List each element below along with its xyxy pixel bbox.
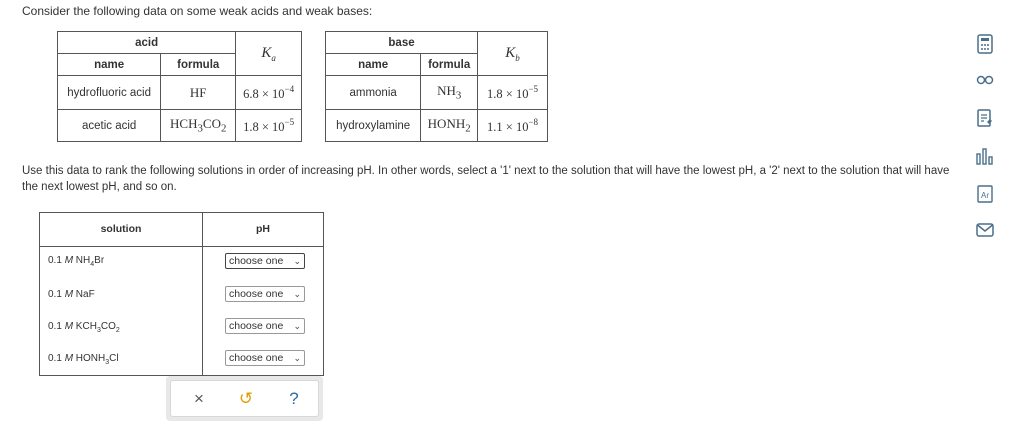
ph-header: pH (256, 223, 270, 235)
base-formula: $HONH_2$ (421, 110, 478, 142)
kb-header: $K_b$ (478, 32, 548, 76)
acid-name: acetic acid (58, 110, 161, 142)
undo-button[interactable]: ↺ (238, 389, 254, 408)
ka-value: $6.8 \times 10^{-4}$ (236, 76, 302, 110)
acid-table (57, 31, 302, 142)
glasses-icon[interactable] (973, 68, 997, 92)
base-formula-header: formula (421, 54, 478, 76)
ph-rank-select[interactable]: choose one ⌄ (225, 286, 305, 302)
solution-label: 0.1 M $HONH_3Cl$ (48, 353, 119, 366)
chevron-down-icon: ⌄ (293, 353, 301, 363)
base-name: ammonia (326, 76, 421, 110)
chevron-down-icon: ⌄ (293, 321, 301, 331)
acid-formula: HF (161, 76, 236, 110)
solution-header: solution (100, 223, 142, 235)
solution-label: 0.1 M NaF (48, 289, 95, 300)
ka-value: $1.8 \times 10^{-5}$ (236, 110, 302, 142)
base-group-header: base (326, 32, 478, 54)
ka-header: $K_a$ (236, 32, 302, 76)
ph-rank-select[interactable]: choose one ⌄ (225, 253, 305, 269)
calculator-icon[interactable] (973, 32, 997, 56)
help-button[interactable]: ? (289, 389, 299, 408)
bar-chart-icon[interactable] (973, 144, 997, 168)
instructions-text: Use this data to rank the following solutions in order of increasing pH. In other words, select a '1' next to the solution that will have the lowest pH, a '2' next to the solution that will have the next lowest pH, and so on. (22, 165, 950, 193)
acid-formula-header: formula (161, 54, 236, 76)
ranking-table (39, 212, 324, 376)
chevron-down-icon: ⌄ (293, 256, 301, 266)
kb-value: $1.1 \times 10^{-8}$ (478, 110, 548, 142)
base-table (325, 31, 548, 142)
base-formula: $NH_3$ (421, 76, 478, 110)
answer-toolbar (166, 376, 323, 421)
chevron-down-icon: ⌄ (293, 289, 301, 299)
ph-rank-select[interactable]: choose one ⌄ (225, 350, 305, 366)
base-name-header: name (326, 54, 421, 76)
base-name: hydroxylamine (326, 110, 421, 142)
clear-button[interactable]: × (194, 389, 204, 408)
kb-value: $1.8 \times 10^{-5}$ (478, 76, 548, 110)
acid-name-header: name (58, 54, 161, 76)
solution-label: 0.1 M $NH_4Br$ (48, 255, 105, 268)
periodic-table-icon[interactable] (973, 182, 997, 206)
intro-text: Consider the following data on some weak acids and weak bases: (22, 4, 373, 18)
mail-icon[interactable] (973, 218, 997, 242)
acid-formula: $HCH_3CO_2$ (161, 110, 236, 142)
solution-label: 0.1 M $KCH_3CO_2$ (48, 321, 120, 334)
acid-group-header: acid (58, 32, 236, 54)
clipboard-icon[interactable] (973, 106, 997, 130)
svg-text:Ar: Ar (981, 191, 989, 200)
acid-name: hydrofluoric acid (58, 76, 161, 110)
ph-rank-select[interactable]: choose one ⌄ (225, 318, 305, 334)
